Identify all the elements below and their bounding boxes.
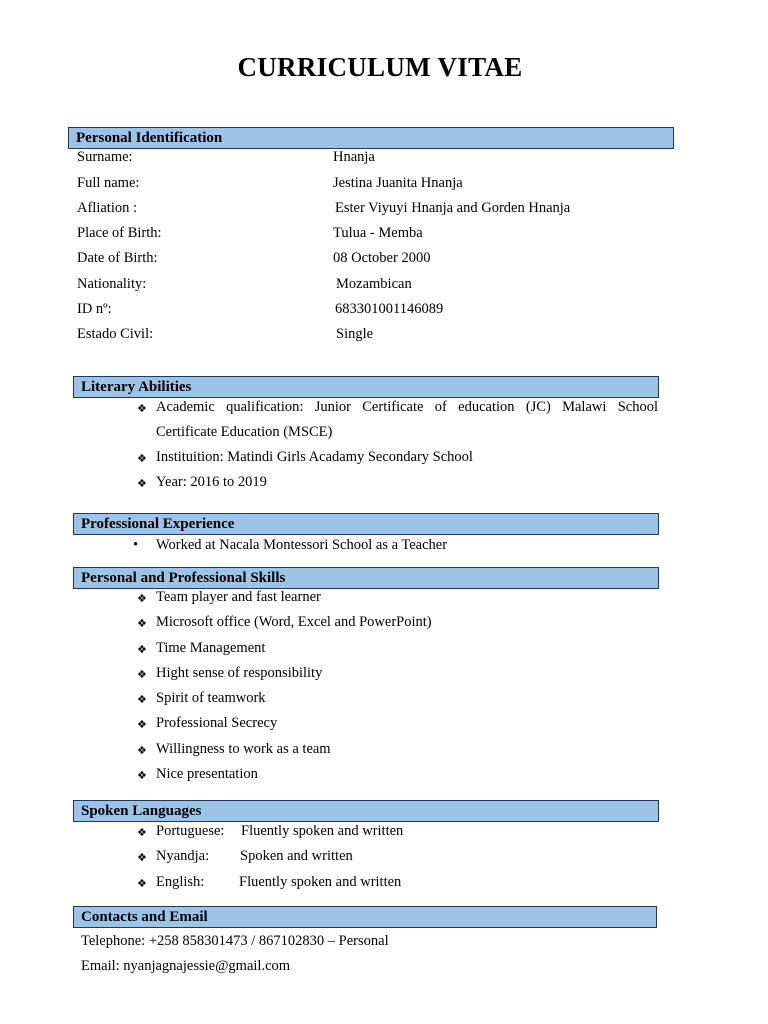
affiliation-value: Ester Viyuyi Hnanja and Gorden Hnanja <box>335 200 571 216</box>
date-of-birth-value: 08 October 2000 <box>333 250 431 266</box>
diamond-bullet-icon: ❖ <box>137 453 147 465</box>
section-header-literary-abilities: Literary Abilities <box>73 376 659 398</box>
marital-status-label: Estado Civil: <box>77 326 154 342</box>
id-number-label: ID nº: <box>77 301 112 317</box>
literary-item-year: Year: 2016 to 2019 <box>156 474 267 490</box>
diamond-bullet-icon: ❖ <box>137 403 147 415</box>
surname-label: Surname: <box>77 149 133 165</box>
section-header-skills: Personal and Professional Skills <box>73 567 659 589</box>
full-name-label: Full name: <box>77 175 140 191</box>
section-header-contacts: Contacts and Email <box>73 906 657 928</box>
literary-item-qualification-line1: Academic qualification: Junior Certificate of education (JC) Malawi School <box>156 399 658 415</box>
place-of-birth-label: Place of Birth: <box>77 225 162 241</box>
language-level: Fluently spoken and written <box>241 823 404 839</box>
diamond-bullet-icon: ❖ <box>137 852 147 864</box>
literary-item-institution: Instituition: Matindi Girls Acadamy Secondary School <box>156 449 473 465</box>
diamond-bullet-icon: ❖ <box>137 827 147 839</box>
diamond-bullet-icon: ❖ <box>137 878 147 890</box>
diamond-bullet-icon: ❖ <box>137 618 147 630</box>
full-name-value: Jestina Juanita Hnanja <box>333 175 463 191</box>
experience-item: Worked at Nacala Montessori School as a Teacher <box>156 537 448 553</box>
diamond-bullet-icon: ❖ <box>137 669 147 681</box>
round-bullet-icon: • <box>133 537 139 553</box>
affiliation-label: Afliation : <box>77 200 138 216</box>
language-name: Portuguese: <box>156 823 225 839</box>
surname-value: Hnanja <box>333 149 375 165</box>
language-level: Fluently spoken and written <box>239 874 402 890</box>
diamond-bullet-icon: ❖ <box>137 745 147 757</box>
language-level: Spoken and written <box>240 848 353 864</box>
email-line: Email: nyanjagnajessie@gmail.com <box>81 958 291 974</box>
language-name: English: <box>156 874 205 890</box>
nationality-label: Nationality: <box>77 276 147 292</box>
skill-item: Professional Secrecy <box>156 715 278 731</box>
section-header-professional-experience: Professional Experience <box>73 513 659 535</box>
id-number-value: 683301001146089 <box>335 301 444 317</box>
skill-item: Microsoft office (Word, Excel and PowerPoint) <box>156 614 432 630</box>
diamond-bullet-icon: ❖ <box>137 593 147 605</box>
skill-item: Spirit of teamwork <box>156 690 266 706</box>
document-title: CURRICULUM VITAE <box>237 52 523 82</box>
skill-item: Time Management <box>156 640 266 656</box>
diamond-bullet-icon: ❖ <box>137 478 147 490</box>
literary-item-qualification-line2: Certificate Education (MSCE) <box>156 424 333 440</box>
language-name: Nyandja: <box>156 848 210 864</box>
skill-item: Team player and fast learner <box>156 589 321 605</box>
section-header-spoken-languages: Spoken Languages <box>73 800 659 822</box>
diamond-bullet-icon: ❖ <box>137 644 147 656</box>
diamond-bullet-icon: ❖ <box>137 719 147 731</box>
skill-item: Hight sense of responsibility <box>156 665 323 681</box>
skill-item: Nice presentation <box>156 766 258 782</box>
section-header-personal-identification: Personal Identification <box>68 127 674 149</box>
telephone-line: Telephone: +258 858301473 / 867102830 – Personal <box>81 933 389 949</box>
diamond-bullet-icon: ❖ <box>137 770 147 782</box>
skill-item: Willingness to work as a team <box>156 741 331 757</box>
marital-status-value: Single <box>336 326 374 342</box>
diamond-bullet-icon: ❖ <box>137 694 147 706</box>
nationality-value: Mozambican <box>336 276 412 292</box>
date-of-birth-label: Date of Birth: <box>77 250 158 266</box>
place-of-birth-value: Tulua - Memba <box>333 225 423 241</box>
